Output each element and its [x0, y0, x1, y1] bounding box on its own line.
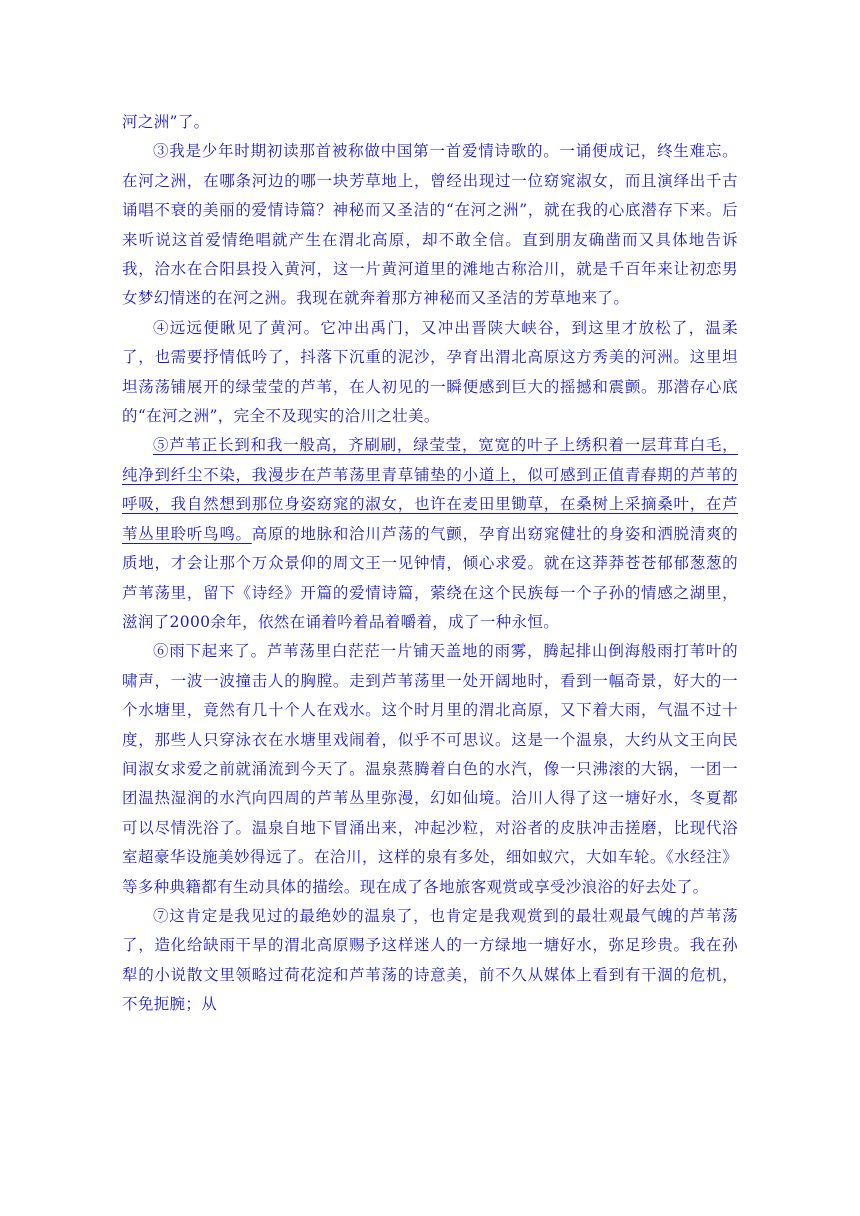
paragraph-continuation: 河之洲”了。 — [122, 113, 210, 131]
paragraph-5-underlined-passage: ⑤芦苇正长到和我一般高，齐刷刷，绿莹莹，宽宽的叶子上绣积着一层茸茸白毛，纯净到纤尘不染，我漫步在芦苇荡里青草铺垫的小道上，似可感到正值青春期的芦苇的呼吸，我自然想到那位身姿窈窕的淑女，也许在麦田里锄草，在桑树上采摘桑叶，在芦苇丛里聆听鸟鸣。 — [122, 436, 738, 543]
paragraph-5 — [122, 431, 738, 637]
paragraph-3: ③我是少年时期初读那首被称做中国第一首爱情诗歌的。一诵便成记，终生难忘。在河之洲，在哪条河边的哪一块芳草地上，曾经出现过一位窈窕淑女，而且演绎出千古诵唱不衰的美丽的爱情诗篇？神秘而又圣洁的“在河之洲”，就在我的心底潜存下来。后来听说这首爱情绝唱就产生在渭北高原，却不敢全信。直到朋友确凿而又具体地告诉我，洽水在合阳县投入黄河，这一片黄河道里的滩地古称洽川，就是千百年来让初恋男女梦幻情迷的在河之洲。我现在就奔着那方神秘而又圣洁的芳草地来了。 — [122, 142, 738, 308]
paragraph-5-rest: 高原的地脉和洽川芦荡的气颤，孕育出窈窕健壮的身姿和洒脱清爽的质地，才会让那个万众景仰的周文王一见钟情，倾心求爱。就在这莽莽苍苍郁郁葱葱的芦苇荡里，留下《诗经》开篇的爱情诗篇，萦绕在这个民族每一个子孙的情感之湖里，滋润了2000余年，依然在诵着吟着品着嚼着，成了一种永恒。 — [122, 524, 738, 631]
document-page — [122, 108, 738, 1020]
paragraph-6: ⑥雨下起来了。芦苇荡里白茫茫一片铺天盖地的雨雾，腾起排山倒海般雨打苇叶的啸声，一波一波撞击人的胸膛。走到芦苇荡里一处开阔地时，看到一幅奇景，好大的一个水塘里，竟然有几十个人在戏水。这个时月里的渭北高原，又下着大雨，气温不过十度，那些人只穿泳衣在水塘里戏闹着，似乎不可思议。这是一个温泉，大约从文王向民间淑女求爱之前就涌流到今天了。温泉蒸腾着白色的水汽，像一只沸滚的大锅，一团一团温热湿润的水汽向四周的芦苇丛里弥漫，幻如仙境。洽川人得了这一塘好水，冬夏都可以尽情洗浴了。温泉自地下冒涌出来，冲起沙粒，对浴者的皮肤冲击搓磨，比现代浴室超豪华设施美妙得远了。在洽川，这样的泉有多处，细如蚁穴，大如车轮。《水经注》等多种典籍都有生动具体的描绘。现在成了各地旅客观赏或享受沙浪浴的好去处了。 — [122, 642, 738, 896]
paragraph-4: ④远远便瞅见了黄河。它冲出禹门，又冲出晋陕大峡谷，到这里才放松了，温柔了，也需要抒情低吟了，抖落下沉重的泥沙，孕育出渭北高原这方秀美的河洲。这里坦坦荡荡铺展开的绿莹莹的芦苇，在人初见的一瞬便感到巨大的摇撼和震颤。那潜存心底的“在河之洲”，完全不及现实的洽川之壮美。 — [122, 318, 738, 426]
paragraph-7: ⑦这肯定是我见过的最绝妙的温泉了，也肯定是我观赏到的最壮观最气魄的芦苇荡了，造化给缺雨干旱的渭北高原赐予这样迷人的一方绿地一塘好水，弥足珍贵。我在孙犁的小说散文里领略过荷花淀和芦苇荡的诗意美，前不久从媒体上看到有干涸的危机，不免扼腕；从 — [122, 906, 738, 1014]
